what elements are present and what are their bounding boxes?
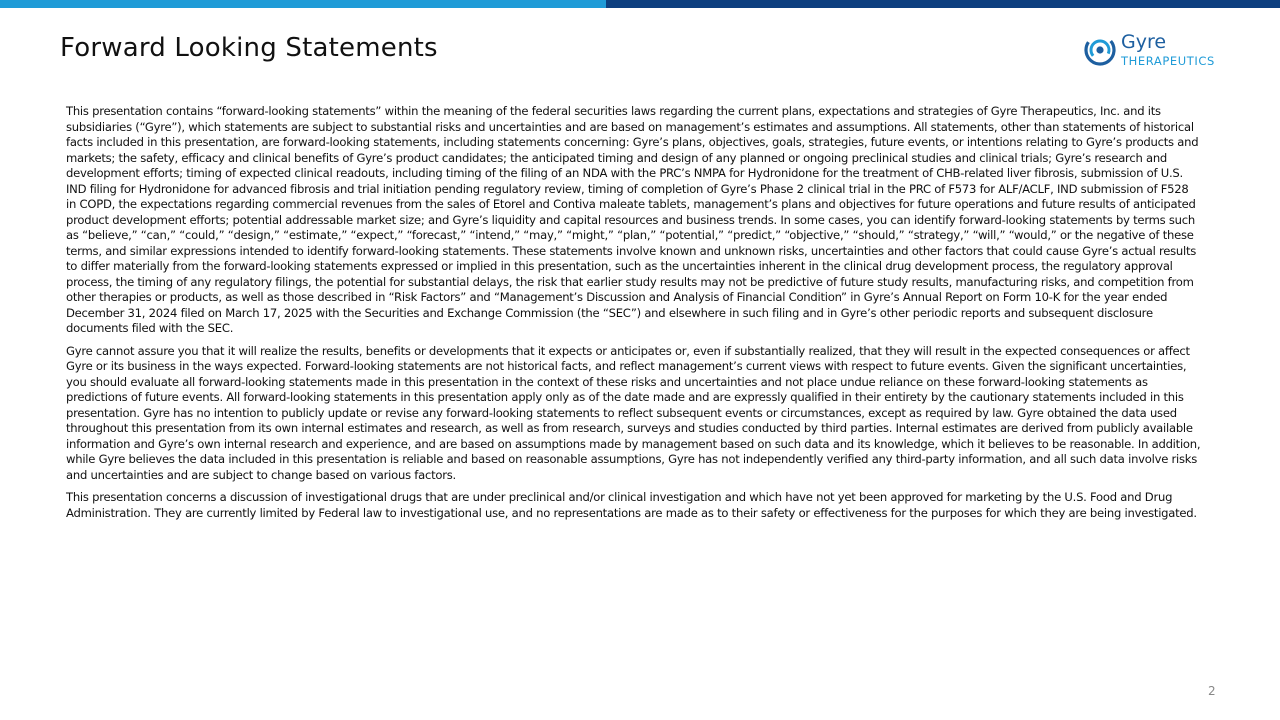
top-accent-bar-light: [0, 0, 606, 8]
logo-name: Gyre: [1121, 31, 1167, 53]
logo-subtitle: THERAPEUTICS: [1121, 54, 1215, 68]
page-number: 2: [1208, 684, 1216, 698]
company-logo: [1084, 33, 1234, 69]
paragraph-forward-looking: This presentation contains “forward-looking statements” within the meaning of the federal securities laws regarding the current plans, expectations and strategies of Gyre Therapeutics, Inc. and its subsidiaries (“Gyre”), which statements are subject to substantial risks and uncertainties and are based on management’s estimates and assumptions. All statements, other than statements of historical facts included in this presentation, are forward-looking statements, including statements concerning: Gyre’s plans, objectives, goals, strategies, future events, or intentions relating to Gyre’s products and markets; the safety, efficacy and clinical benefits of Gyre’s product candidates; the anticipated timing and design of any planned or ongoing preclinical studies and clinical trials; Gyre’s research and development efforts; timing of expected clinical readouts, including timing of the filing of an NDA with the PRC’s NMPA for Hydronidone for the treatment of CHB-related liver fibrosis, submission of U.S. IND filing for Hydronidone for advanced fibrosis and trial initiation pending regulatory review, timing of completion of Gyre’s Phase 2 clinical trial in the PRC of F573 for ALF/ACLF, IND submission of F528 in COPD, the expectations regarding commercial revenues from the sales of Etorel and Contiva maleate tablets, management’s plans and objectives for future operations and future results of anticipated product development efforts; potential addressable market size; and Gyre’s liquidity and capital resources and business trends. In some cases, you can identify forward-looking statements by terms such as “believe,” “can,” “could,” “design,” “estimate,” “expect,” “forecast,” “intend,” “may,” “might,” “plan,” “potential,” “predict,” “objective,” “should,” “strategy,” “will,” “would,” or the negative of these terms, and similar expressions intended to identify forward-looking statements. These statements involve known and unknown risks, uncertainties and other factors that could cause Gyre’s actual results to differ materially from the forward-looking statements expressed or implied in this presentation, such as the uncertainties inherent in the clinical drug development process, the regulatory approval process, the timing of any regulatory filings, the potential for substantial delays, the risk that earlier study results may not be predictive of future study results, manufacturing risks, and competition from other therapies or products, as well as those described in “Risk Factors” and “Management’s Discussion and Analysis of Financial Condition” in Gyre’s Annual Report on Form 10-K for the year ended December 31, 2024 filed on March 17, 2025 with the Securities and Exchange Commission (the “SEC”) and elsewhere in such filing and in Gyre’s other periodic reports and subsequent disclosure documents filed with the SEC.: [66, 104, 1199, 335]
top-accent-bar-dark: [606, 0, 1280, 8]
gyre-swirl-logo-icon: [1084, 34, 1116, 66]
page-title: Forward Looking Statements: [60, 33, 438, 63]
disclaimer-body: [66, 104, 1202, 528]
paragraph-investigational-drugs: This presentation concerns a discussion of investigational drugs that are under preclinical and/or clinical investigation and which have not yet been approved for marketing by the U.S. Food and Drug Administration. They are currently limited by Federal law to investigational use, and no representations are made as to their safety or effectiveness for the purposes for which they are being investigated.: [66, 490, 1197, 520]
paragraph-assurances: Gyre cannot assure you that it will realize the results, benefits or developments that it expects or anticipates or, even if substantially realized, that they will result in the expected consequences or affect Gyre or its business in the ways expected. Forward-looking statements are not historical facts, and reflect management’s current views with respect to future events. Given the significant uncertainties, you should evaluate all forward-looking statements made in this presentation in the context of these risks and uncertainties and not place undue reliance on these forward-looking statements as predictions of future events. All forward-looking statements in this presentation apply only as of the date made and are expressly qualified in their entirety by the cautionary statements included in this presentation. Gyre has no intention to publicly update or revise any forward-looking statements to reflect subsequent events or circumstances, except as required by law. Gyre obtained the data used throughout this presentation from its own internal estimates and research, as well as from research, surveys and studies conducted by third parties. Internal estimates are derived from publicly available information and Gyre’s own internal research and experience, and are based on assumptions made by management based on such data and its knowledge, which it believes to be reasonable. In addition, while Gyre believes the data included in this presentation is reliable and based on reasonable assumptions, Gyre has not independently verified any third-party information, and all such data involve risks and uncertainties and are subject to change based on various factors.: [66, 343, 1201, 482]
